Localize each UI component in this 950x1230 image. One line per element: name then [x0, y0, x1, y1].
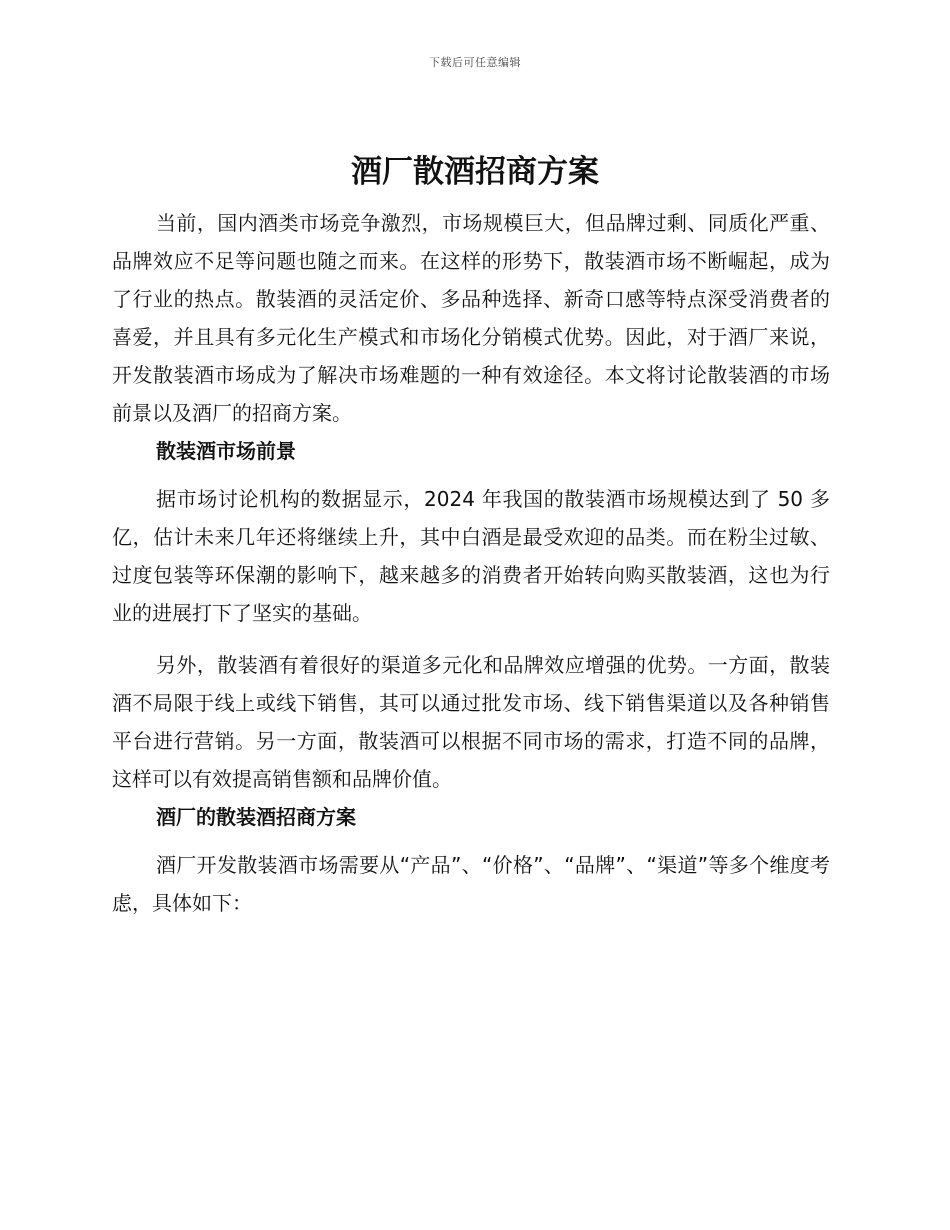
body-paragraph: 酒厂开发散装酒市场需要从“产品”、“价格”、“品牌”、“渠道”等多个维度考虑，具体如下：	[112, 853, 830, 915]
body-paragraph: 据市场讨论机构的数据显示，2024 年我国的散装酒市场规模达到了 50 多亿，估计未来几年还将继续上升，其中白酒是最受欢迎的品类。而在粉尘过敏、过度包装等环保潮的影响下，越来越多的消费者开始转向购买散装酒，这也为行业的进展打下了坚实的基础。	[112, 487, 830, 625]
page-header: 下载后可任意编辑	[429, 56, 521, 69]
section-heading-investment-plan: 酒厂的散装酒招商方案	[156, 805, 356, 829]
section-heading-market-outlook: 散装酒市场前景	[156, 439, 296, 463]
intro-paragraph: 当前，国内酒类市场竞争激烈，市场规模巨大，但品牌过剩、同质化严重、品牌效应不足等问题也随之而来。在这样的形势下，散装酒市场不断崛起，成为了行业的热点。散装酒的灵活定价、多品种选择、新奇口感等特点深受消费者的喜爱，并且具有多元化生产模式和市场化分销模式优势。因此，对于酒厂来说，开发散装酒市场成为了解决市场难题的一种有效途径。本文将讨论散装酒的市场前景以及酒厂的招商方案。	[112, 211, 830, 425]
document-body	[112, 204, 830, 922]
document-title: 酒厂散酒招商方案	[351, 154, 599, 190]
body-paragraph: 另外，散装酒有着很好的渠道多元化和品牌效应增强的优势。一方面，散装酒不局限于线上或线下销售，其可以通过批发市场、线下销售渠道以及各种销售平台进行营销。另一方面，散装酒可以根据不同市场的需求，打造不同的品牌，这样可以有效提高销售额和品牌价值。	[112, 653, 830, 791]
